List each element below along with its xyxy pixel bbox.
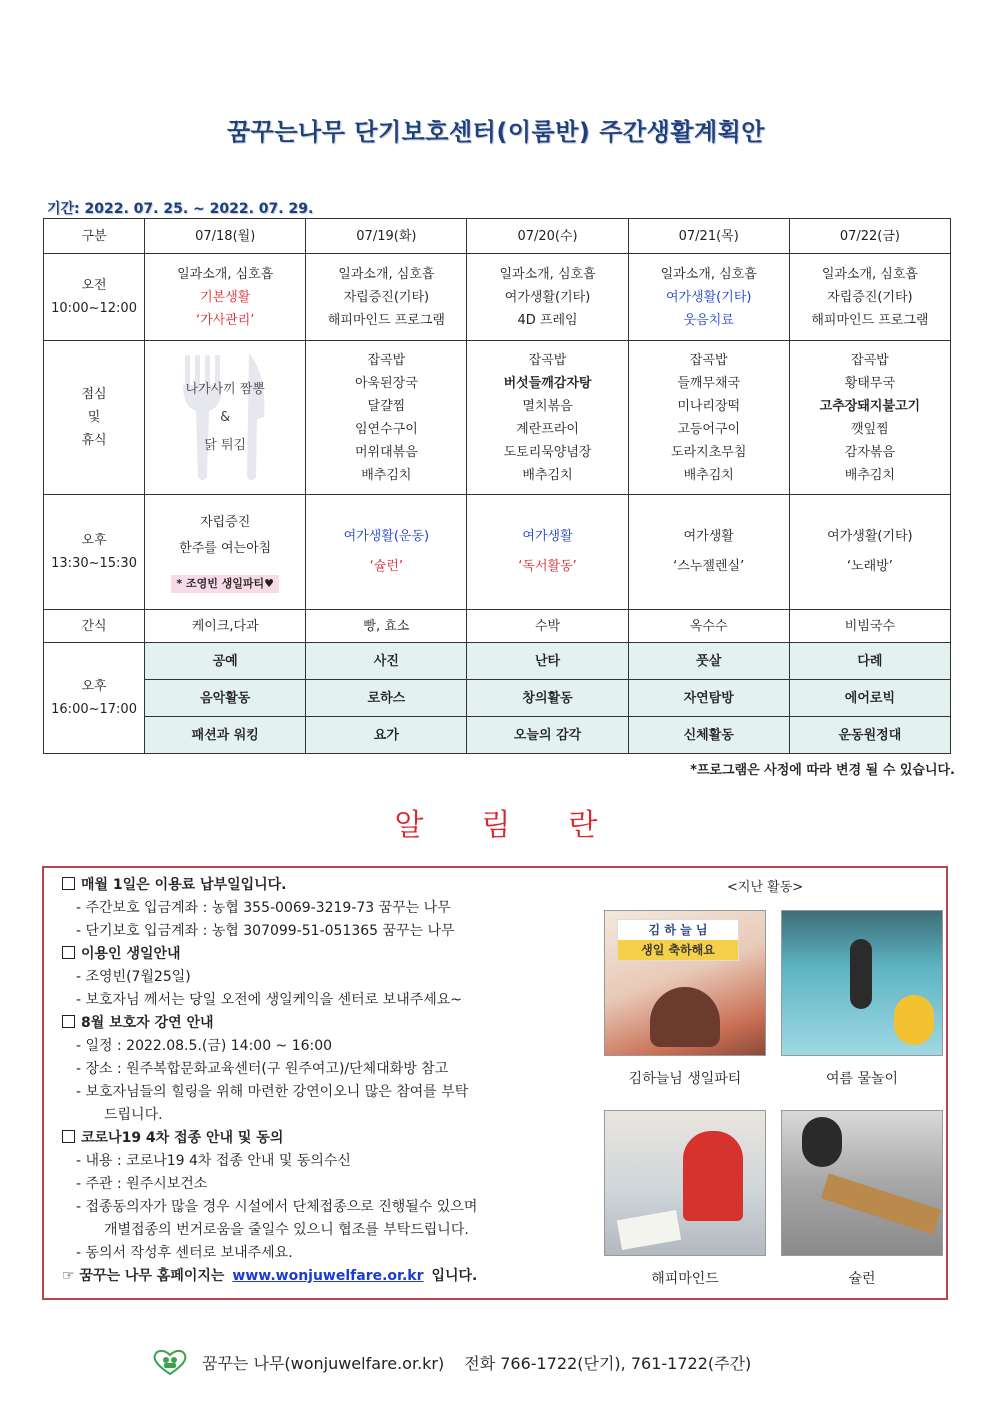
evening-cell: 사진: [306, 643, 467, 680]
morning-cell: 일과소개, 심호흡 기본생활 ‘가사관리’: [145, 254, 306, 341]
checkbox-square-icon: [62, 1015, 75, 1028]
photo-caption: 여름 물놀이: [825, 1071, 899, 1087]
snack-cell: 옥수수: [628, 610, 789, 643]
lunch-row: [44, 341, 951, 495]
notice-heading: 이용인 생일안내: [62, 943, 582, 966]
evening-row: [44, 680, 951, 717]
notice-item: - 보호자님들의 힐링을 위해 마련한 강연이오니 많은 참여를 부탁: [76, 1084, 469, 1100]
notice-title: 알림란: [394, 808, 656, 843]
notice-heading: 코로나19 4차 접종 안내 및 동의: [62, 1127, 582, 1150]
gallery-title: <지난 활동>: [727, 880, 804, 895]
paper-shape: [617, 1210, 681, 1250]
period-label: 기간: 2022. 07. 25. ~ 2022. 07. 29.: [47, 201, 314, 217]
checkbox-square-icon: [62, 1130, 75, 1143]
notice-item: - 주간보호 입금계좌 : 농협 355-0069-3219-73 꿈꾸는 나무: [76, 900, 451, 916]
birthday-banner: 김 하 늘 님 생일 축하해요: [617, 919, 739, 961]
notice-item: - 주관 : 원주시보건소: [76, 1176, 208, 1192]
evening-cell: 자연탐방: [628, 680, 789, 717]
evening-cell: 오늘의 감각: [467, 717, 628, 754]
notice-heading: 매월 1일은 이용료 납부일입니다.: [62, 874, 582, 897]
afternoon-cell: 여가생활 ‘스누젤렌실’: [628, 495, 789, 610]
header-cell: 07/18(월): [145, 219, 306, 254]
notice-item: - 내용 : 코로나19 4차 접종 안내 및 동의수신: [76, 1153, 351, 1169]
photo-summer-water-play: [781, 910, 943, 1056]
header-cell: 07/20(수): [467, 219, 628, 254]
row-label: 점심 및 휴식: [44, 341, 145, 495]
person-shape: [650, 987, 720, 1047]
notice-item: 개별접종의 번거로움을 줄일수 있으니 협조를 부탁드립니다.: [104, 1222, 469, 1238]
checkbox-square-icon: [62, 946, 75, 959]
evening-row: [44, 643, 951, 680]
photo-shuffleboard: [781, 1110, 943, 1256]
notice-item: - 장소 : 원주복합문화교육센터(구 원주여고)/단체대화방 참고: [76, 1061, 449, 1077]
person-shape: [850, 939, 872, 1009]
person-shape: [683, 1131, 743, 1221]
header-cell: 07/19(화): [306, 219, 467, 254]
special-lunch-cell: [145, 341, 306, 495]
lunch-menu-cell: 잡곡밥 버섯들깨감자탕 멸치볶음 계란프라이 도토리묵양념장 배추김치: [467, 341, 628, 495]
checkbox-square-icon: [62, 877, 75, 890]
morning-row: [44, 254, 951, 341]
heart-logo-icon: [152, 1348, 188, 1376]
evening-cell: 공예: [145, 643, 306, 680]
inflatable-toy-shape: [894, 995, 934, 1045]
shuffleboard-shape: [821, 1173, 941, 1234]
notice-item: - 동의서 작성후 센터로 보내주세요.: [76, 1245, 293, 1261]
notice-item: - 조영빈(7월25일): [76, 969, 191, 985]
photo-caption: 김하늘님 생일파티: [628, 1071, 742, 1087]
weekly-plan-table: [43, 218, 951, 754]
photo-birthday-party: [604, 910, 766, 1056]
evening-cell: 요가: [306, 717, 467, 754]
evening-cell: 음악활동: [145, 680, 306, 717]
evening-row: [44, 717, 951, 754]
morning-cell: 일과소개, 심호흡 여가생활(기타) 웃음치료: [628, 254, 789, 341]
snack-cell: 비빔국수: [789, 610, 950, 643]
evening-cell: 풋살: [628, 643, 789, 680]
evening-cell: 로하스: [306, 680, 467, 717]
notice-item: - 일정 : 2022.08.5.(금) 14:00 ~ 16:00: [76, 1038, 333, 1054]
afternoon-cell: 자립증진 한주를 여는아침 * 조영빈 생일파티♥: [145, 495, 306, 610]
photo-caption: 슐런: [848, 1271, 876, 1287]
afternoon-cell: 여가생활 ‘독서활동’: [467, 495, 628, 610]
header-row: [44, 219, 951, 254]
snack-cell: 빵, 효소: [306, 610, 467, 643]
snack-cell: 케이크,다과: [145, 610, 306, 643]
notice-box: [42, 866, 948, 1300]
morning-cell: 일과소개, 심호흡 자립증진(기타) 해피마인드 프로그램: [789, 254, 950, 341]
afternoon-cell: 여가생활(기타) ‘노래방’: [789, 495, 950, 610]
row-label: 오후 16:00~17:00: [44, 643, 145, 754]
header-cell: 07/22(금): [789, 219, 950, 254]
evening-cell: 패션과 워킹: [145, 717, 306, 754]
evening-cell: 난타: [467, 643, 628, 680]
morning-cell: 일과소개, 심호흡 여가생활(기타) 4D 프레임: [467, 254, 628, 341]
notice-heading: 8월 보호자 강연 안내: [62, 1012, 582, 1035]
evening-cell: 에어로빅: [789, 680, 950, 717]
homepage-line: ☞ 꿈꾸는 나무 홈페이지는 www.wonjuwelfare.or.kr 입니다.: [62, 1268, 478, 1284]
homepage-link[interactable]: www.wonjuwelfare.or.kr: [232, 1268, 424, 1284]
row-label: 오후 13:30~15:30: [44, 495, 145, 610]
header-cell: 구분: [44, 219, 145, 254]
evening-cell: 신체활동: [628, 717, 789, 754]
special-lunch-text: 나가사끼 짬뽕 & 닭 튀김: [185, 381, 265, 453]
afternoon-cell: 여가생활(운동) ‘슐런’: [306, 495, 467, 610]
evening-cell: 운동원정대: [789, 717, 950, 754]
row-label: 오전 10:00~12:00: [44, 254, 145, 341]
notice-item: - 보호자님 께서는 당일 오전에 생일케익을 센터로 보내주세요~: [76, 992, 463, 1008]
header-cell: 07/21(목): [628, 219, 789, 254]
notice-item: 드립니다.: [104, 1107, 163, 1123]
notice-list: [62, 874, 582, 1288]
morning-cell: 일과소개, 심호흡 자립증진(기타) 해피마인드 프로그램: [306, 254, 467, 341]
footer-org: 꿈꾸는 나무(wonjuwelfare.or.kr): [202, 1353, 445, 1373]
footer: [152, 1348, 751, 1376]
photo-caption: 해피마인드: [651, 1271, 719, 1287]
footer-phone: 전화 766-1722(단기), 761-1722(주간): [464, 1353, 752, 1373]
evening-cell: 다례: [789, 643, 950, 680]
lunch-menu-cell: 잡곡밥 아욱된장국 달걀찜 임연수구이 머위대볶음 배추김치: [306, 341, 467, 495]
notice-item: - 접종동의자가 많을 경우 시설에서 단체접종으로 진행될수 있으며: [76, 1199, 478, 1215]
lunch-menu-cell: 잡곡밥 들깨무채국 미나리장떡 고등어구이 도라지초무침 배추김치: [628, 341, 789, 495]
notice-item: - 단기보호 입금계좌 : 농협 307099-51-051365 꿈꾸는 나무: [76, 923, 455, 939]
snack-cell: 수박: [467, 610, 628, 643]
person-shape: [802, 1117, 842, 1167]
page-title: 꿈꾸는나무 단기보호센터(이룸반) 주간생활계획안: [226, 118, 765, 146]
snack-row: [44, 610, 951, 643]
afternoon-row: [44, 495, 951, 610]
birthday-party-badge: * 조영빈 생일파티♥: [171, 575, 279, 593]
photo-happy-mind: [604, 1110, 766, 1256]
row-label: 간식: [44, 610, 145, 643]
evening-cell: 창의활동: [467, 680, 628, 717]
lunch-menu-cell: 잡곡밥 황태무국 고추장돼지불고기 깻잎찜 감자볶음 배추김치: [789, 341, 950, 495]
schedule-note: *프로그램은 사정에 따라 변경 될 수 있습니다.: [690, 763, 955, 778]
